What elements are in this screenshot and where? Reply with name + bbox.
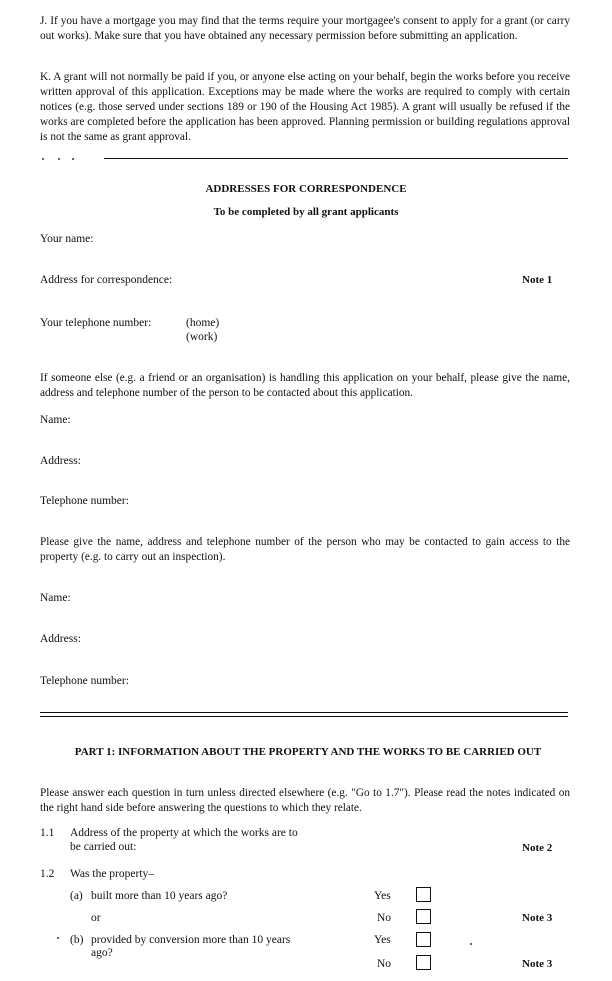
scan-mark <box>57 937 59 939</box>
scan-mark <box>42 158 44 160</box>
or-text: or <box>91 912 101 924</box>
part1-title: PART 1: INFORMATION ABOUT THE PROPERTY AND THE WORKS TO BE CARRIED OUT <box>74 746 542 758</box>
telephone-work-label: (work) <box>186 331 218 343</box>
note-2-reference: Note 2 <box>522 842 553 854</box>
scan-mark <box>58 158 60 160</box>
agent-address-label: Address: <box>40 455 81 467</box>
option-a-text: built more than 10 years ago? <box>91 890 228 902</box>
part-divider <box>40 712 568 717</box>
option-b-no-label: No <box>377 958 392 970</box>
option-a-label: (a) <box>70 890 83 902</box>
scan-mark <box>470 943 472 945</box>
option-b-no-checkbox[interactable] <box>416 955 431 970</box>
addresses-heading: ADDRESSES FOR CORRESPONDENCE <box>205 183 407 195</box>
note-3-reference-a: Note 3 <box>522 912 553 924</box>
option-b-yes-label: Yes <box>374 934 391 946</box>
access-address-label: Address: <box>40 633 81 645</box>
note-3-reference-b: Note 3 <box>522 958 553 970</box>
option-b-yes-checkbox[interactable] <box>416 932 431 947</box>
section-divider <box>104 158 568 159</box>
telephone-label: Your telephone number: <box>40 317 152 329</box>
access-name-label: Name: <box>40 592 71 604</box>
option-b-label: (b) <box>70 934 84 946</box>
scan-mark <box>72 158 74 160</box>
access-telephone-label: Telephone number: <box>40 675 129 687</box>
note-j-paragraph: J. If you have a mortgage you may find that the terms require your mortgagee's consent to apply for a grant (or carry out works). Make sure that you have obtained any necessary permission before submitting an application. <box>40 15 570 42</box>
agent-intro-paragraph: If someone else (e.g. a friend or an organisation) is handling this application on your behalf, please give the name, address and telephone number of the person to be contacted about this application. <box>40 372 570 399</box>
option-a-no-checkbox[interactable] <box>416 909 431 924</box>
option-a-yes-label: Yes <box>374 890 391 902</box>
correspondence-address-label: Address for correspondence: <box>40 274 173 286</box>
access-intro-paragraph: Please give the name, address and telephone number of the person who may be contacted to gain access to the property (e.g. to carry out an inspection). <box>40 536 570 563</box>
question-1-1-text-line2: be carried out: <box>70 841 137 853</box>
your-name-label: Your name: <box>40 233 94 245</box>
note-1-reference: Note 1 <box>522 274 553 286</box>
note-k-paragraph: K. A grant will not normally be paid if you, or anyone else acting on your behalf, begin the works before you receive written approval of this application. Exceptions may be made where the works are required to comply with certain notices (e.g. those served under sections 189 or 190 of the Housing Act 1985). A grant will usually be refused if the works are completed before the application has been approved. Planning permission or building regulations approval is not the same as grant approval. <box>40 71 570 143</box>
question-1-2-number: 1.2 <box>40 868 55 880</box>
question-1-1-number: 1.1 <box>40 827 55 839</box>
option-b-text-line1: provided by conversion more than 10 years <box>91 934 291 946</box>
addresses-subheading: To be completed by all grant applicants <box>213 206 399 218</box>
agent-name-label: Name: <box>40 414 71 426</box>
option-b-text-line2: ago? <box>91 947 113 959</box>
question-1-2-text: Was the property– <box>70 868 155 880</box>
telephone-home-label: (home) <box>186 317 220 329</box>
part1-instructions: Please answer each question in turn unless directed elsewhere (e.g. "Go to 1.7"). Please read the notes indicated on the right hand side before answering the questions to which they relate. <box>40 787 570 814</box>
question-1-1-text-line1: Address of the property at which the works are to <box>70 827 298 839</box>
option-a-yes-checkbox[interactable] <box>416 887 431 902</box>
agent-telephone-label: Telephone number: <box>40 495 129 507</box>
option-a-no-label: No <box>377 912 392 924</box>
